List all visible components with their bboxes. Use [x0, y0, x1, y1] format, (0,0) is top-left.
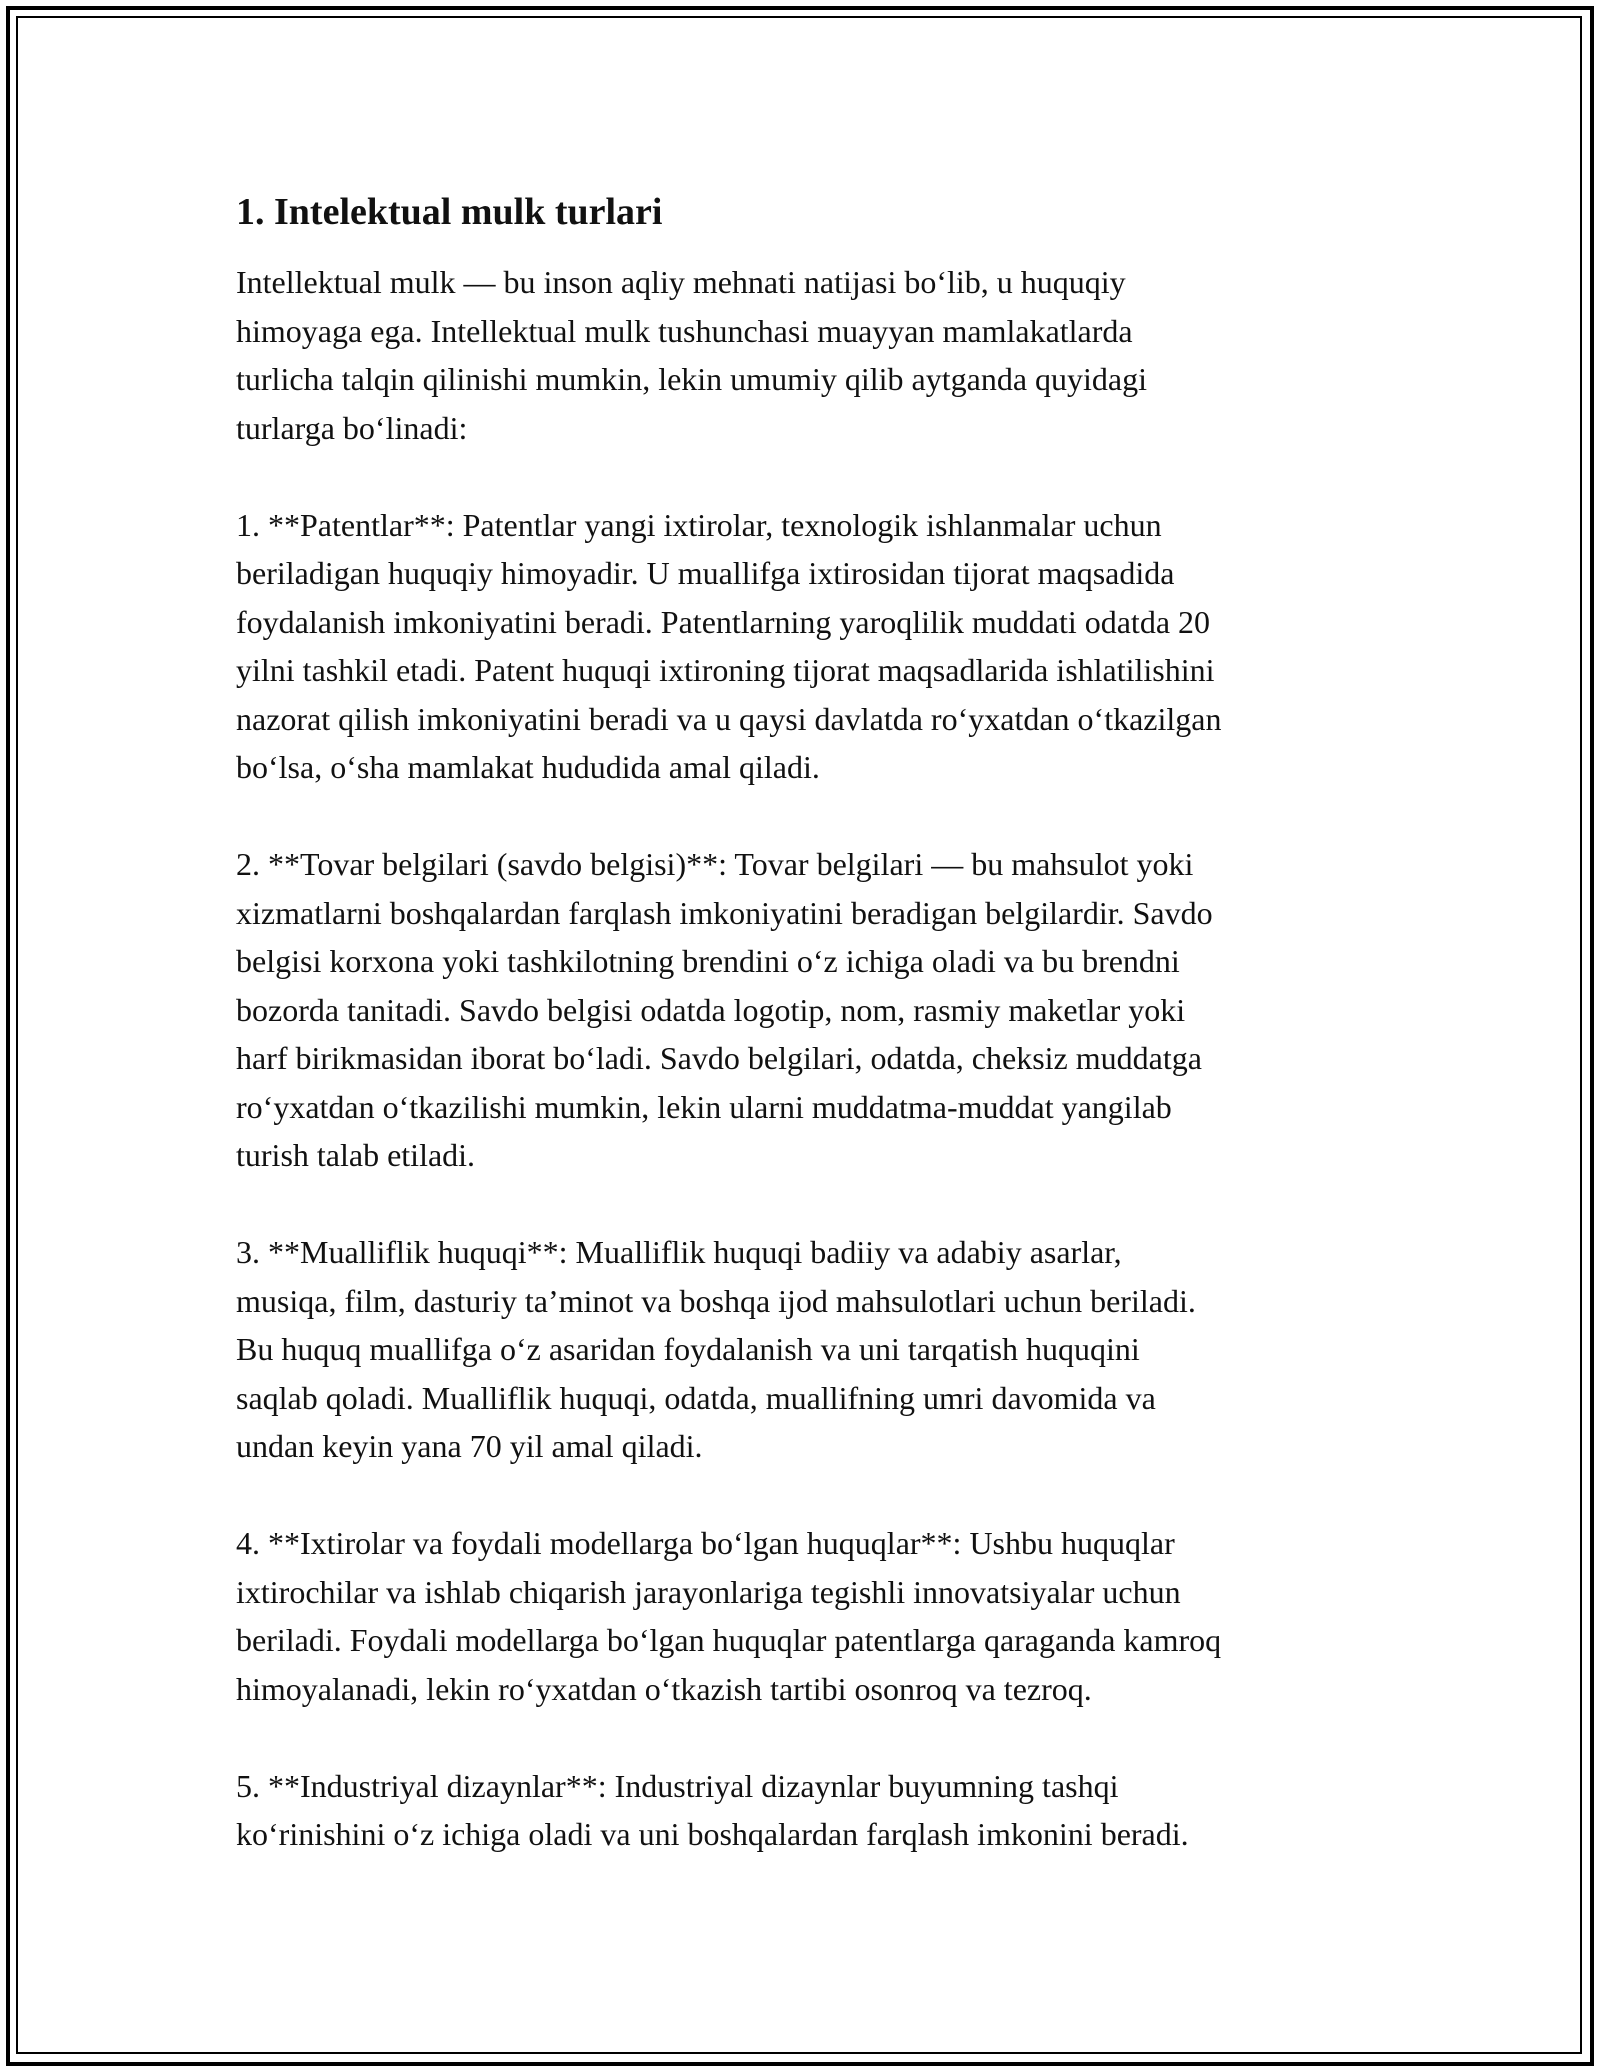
- intro-paragraph: Intellektual mulk — bu inson aqliy mehnati natijasi bo‘lib, u huquqiy himoyaga ega. Intellektual mulk tushunchasi muayyan mamlakatlarda turlicha talqin qilinishi mumkin, lekin umumiy qilib aytganda quyidagi turlarga bo‘linadi:: [236, 264, 1147, 446]
- utility-models-paragraph: 4. **Ixtirolar va foydali modellarga bo‘lgan huquqlar**: Ushbu huquqlar ixtirochilar va ishlab chiqarish jarayonlariga tegishli innovatsiyalar uchun beriladi. Foydali modellarga bo‘lgan huquqlar patentlarga qaraganda kamroq himoyalanadi, lekin ro‘yxatdan o‘tkazish tartibi osonroq va tezroq.: [236, 1525, 1222, 1707]
- trademarks-paragraph: 2. **Tovar belgilari (savdo belgisi)**: Tovar belgilari — bu mahsulot yoki xizmatlarni boshqalardan farqlash imkoniyatini beradigan belgilardir. Savdo belgisi korxona yoki tashkilotning brendini o‘z ichiga oladi va bu brendni bozorda tanitadi. Savdo belgisi odatda logotip, nom, rasmiy maketlar yoki harf birikmasidan iborat bo‘ladi. Savdo belgilari, odatda, cheksiz muddatga ro‘yxatdan o‘tkazilishi mumkin, lekin ularni muddatma-muddat yangilab turish talab etiladi.: [236, 846, 1213, 1173]
- section-heading: 1. Intelektual mulk turlari: [236, 191, 663, 233]
- copyright-paragraph: 3. **Mualliflik huquqi**: Mualliflik huquqi badiiy va adabiy asarlar, musiqa, film, dasturiy ta’minot va boshqa ijod mahsulotlari uchun beriladi. Bu huquq muallifga o‘z asaridan foydalanish va uni tarqatish huquqini saqlab qoladi. Mualliflik huquqi, odatda, muallifning umri davomida va undan keyin yana 70 yil amal qiladi.: [236, 1234, 1196, 1464]
- document-body: [236, 186, 1386, 1859]
- industrial-designs-paragraph: 5. **Industriyal dizaynlar**: Industriyal dizaynlar buyumning tashqi ko‘rinishini o‘z ichiga oladi va uni boshqalardan farqlash imkonini beradi.: [236, 1767, 1189, 1852]
- patents-paragraph: 1. **Patentlar**: Patentlar yangi ixtirolar, texnologik ishlanmalar uchun beriladigan huquqiy himoyadir. U muallifga ixtirosidan tijorat maqsadida foydalanish imkoniyatini beradi. Patentlarning yaroqlilik muddati odatda 20 yilni tashkil etadi. Patent huquqi ixtironing tijorat maqsadlarida ishlatilishini nazorat qilish imkoniyatini beradi va u qaysi davlatda ro‘yxatdan o‘tkazilgan bo‘lsa, o‘sha mamlakat hududida amal qiladi.: [236, 506, 1222, 785]
